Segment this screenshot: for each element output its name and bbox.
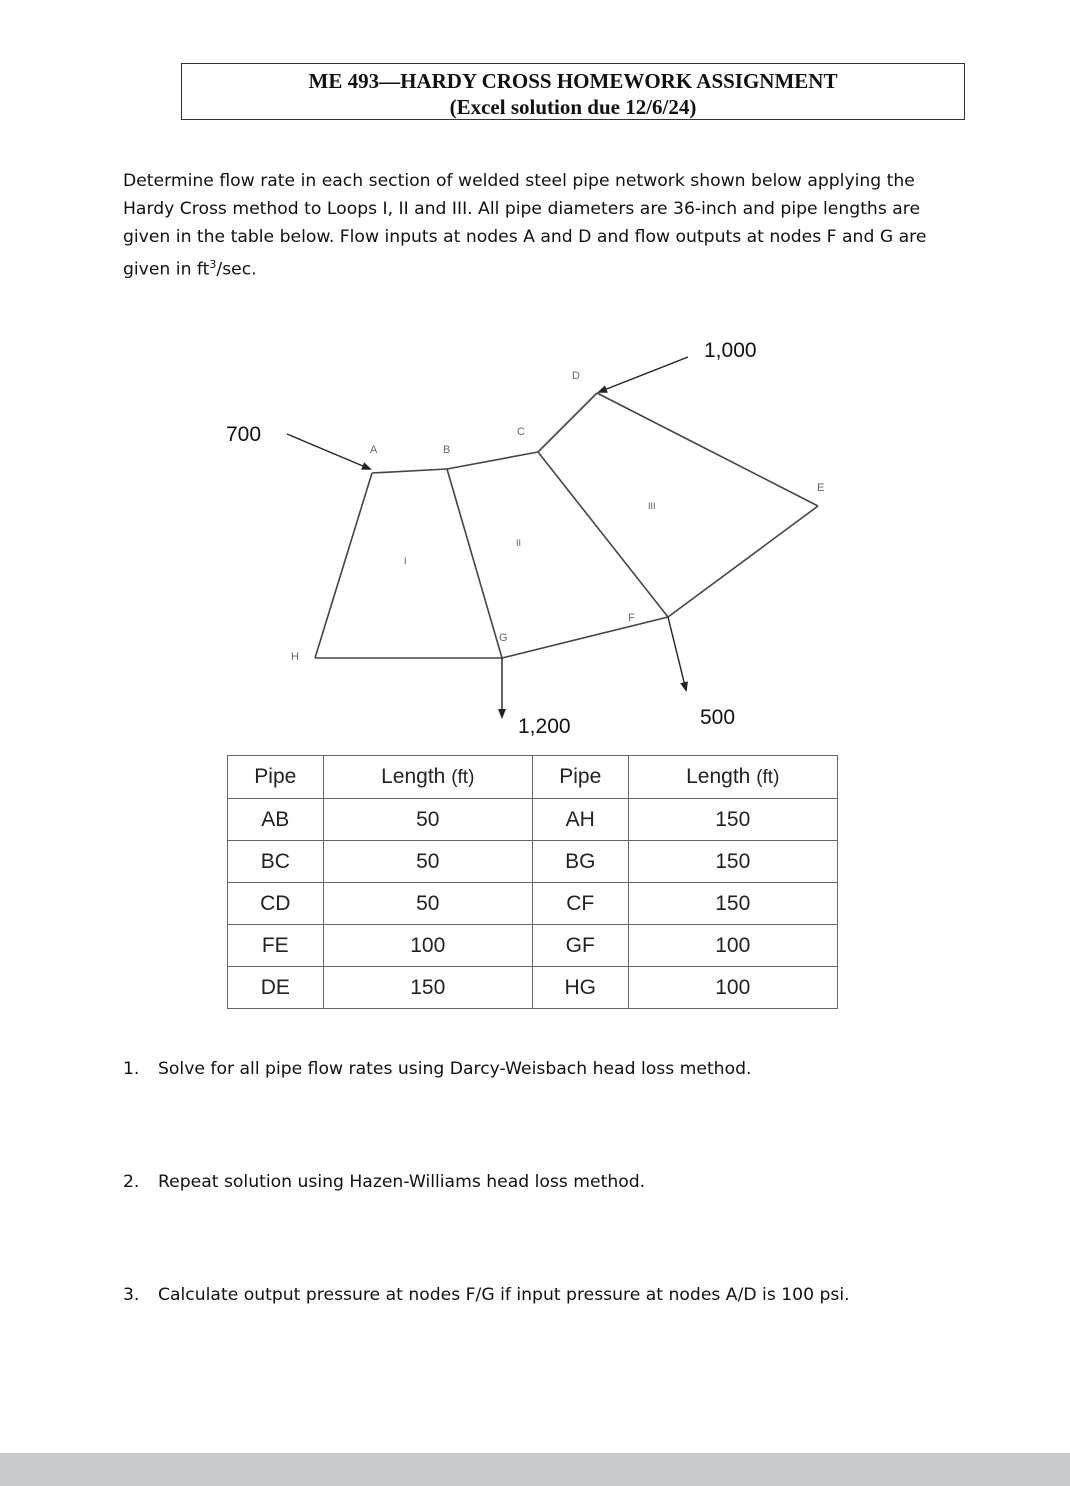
node-label-g: G bbox=[499, 632, 508, 644]
question-2 bbox=[123, 1172, 645, 1192]
header-length-1: Length (ft) bbox=[323, 756, 532, 799]
flow-output-g: 1,200 bbox=[518, 715, 571, 738]
table-header-row bbox=[228, 756, 838, 799]
outflow-arrow-f bbox=[668, 617, 686, 690]
question-number: 3. bbox=[123, 1285, 140, 1305]
node-label-a: A bbox=[370, 444, 378, 456]
question-number: 1. bbox=[123, 1059, 140, 1079]
pipe-id: FE bbox=[228, 925, 324, 967]
flow-input-a: 700 bbox=[226, 423, 262, 446]
pipe-length: 150 bbox=[323, 967, 532, 1009]
pipe-id: CD bbox=[228, 883, 324, 925]
pipe-length: 100 bbox=[323, 925, 532, 967]
node-label-h: H bbox=[291, 651, 299, 663]
pipe-id: DE bbox=[228, 967, 324, 1009]
pipe-id: HG bbox=[532, 967, 628, 1009]
table-row bbox=[228, 799, 838, 841]
title-box bbox=[181, 63, 965, 120]
flow-input-d: 1,000 bbox=[704, 339, 757, 362]
loop-label-i: I bbox=[404, 556, 407, 566]
node-label-c: C bbox=[517, 426, 525, 438]
assignment-due-date: (Excel solution due 12/6/24) bbox=[449, 95, 697, 119]
table-row bbox=[228, 883, 838, 925]
pipe-bc bbox=[447, 452, 538, 469]
pipe-cf bbox=[538, 452, 668, 617]
pipe-length: 100 bbox=[628, 967, 837, 1009]
header-length-2: Length (ft) bbox=[628, 756, 837, 799]
question-text: Solve for all pipe flow rates using Darcy-Weisbach head loss method. bbox=[158, 1059, 752, 1079]
pipe-fe bbox=[668, 506, 818, 617]
problem-text-end: /sec. bbox=[216, 259, 257, 280]
pipe-length: 50 bbox=[323, 883, 532, 925]
header-pipe-1: Pipe bbox=[228, 756, 324, 799]
table-row bbox=[228, 967, 838, 1009]
node-label-f: F bbox=[628, 612, 635, 624]
pipe-length: 50 bbox=[323, 799, 532, 841]
header-length-unit-2: (ft) bbox=[756, 767, 780, 788]
question-text: Calculate output pressure at nodes F/G if input pressure at nodes A/D is 100 psi. bbox=[158, 1285, 850, 1305]
node-label-b: B bbox=[443, 444, 451, 456]
pipe-id: GF bbox=[532, 925, 628, 967]
pipe-length: 150 bbox=[628, 841, 837, 883]
pipe-id: CF bbox=[532, 883, 628, 925]
inflow-arrow-d bbox=[599, 357, 688, 392]
question-3 bbox=[123, 1285, 850, 1305]
pipe-length: 50 bbox=[323, 841, 532, 883]
problem-statement bbox=[123, 167, 953, 284]
problem-text: Determine flow rate in each section of welded steel pipe network shown below applying the Hardy Cross method to Loops I, II and III. All pipe diameters are 36-inch and pipe lengths are given in the table below. Flow inputs at nodes A and D and flow outputs at nodes F and G are given in ft bbox=[123, 171, 927, 280]
loop-label-iii: III bbox=[648, 501, 656, 511]
pipe-cd bbox=[538, 393, 597, 452]
question-1 bbox=[123, 1059, 751, 1079]
footer-bar bbox=[0, 1453, 1070, 1486]
pipe-de bbox=[597, 393, 818, 506]
pipe-length: 100 bbox=[628, 925, 837, 967]
pipe-id: AH bbox=[532, 799, 628, 841]
node-label-d: D bbox=[572, 370, 580, 382]
pipe-length: 150 bbox=[628, 883, 837, 925]
pipe-length: 150 bbox=[628, 799, 837, 841]
question-number: 2. bbox=[123, 1172, 140, 1192]
flow-output-f: 500 bbox=[700, 706, 736, 729]
inflow-arrow-a bbox=[287, 434, 370, 469]
table-row bbox=[228, 925, 838, 967]
pipe-network-diagram bbox=[0, 300, 1070, 740]
table-row bbox=[228, 841, 838, 883]
superscript-3: 3 bbox=[209, 258, 217, 271]
pipe-ab bbox=[372, 469, 447, 473]
pipe-id: BC bbox=[228, 841, 324, 883]
pipe-bg bbox=[447, 469, 502, 658]
pipe-ah bbox=[315, 473, 372, 658]
assignment-title: ME 493—HARDY CROSS HOMEWORK ASSIGNMENT bbox=[308, 69, 838, 93]
pipe-id: AB bbox=[228, 799, 324, 841]
header-length-unit-1: (ft) bbox=[451, 767, 475, 788]
loop-label-ii: II bbox=[516, 538, 522, 548]
question-text: Repeat solution using Hazen-Williams head loss method. bbox=[158, 1172, 646, 1192]
pipe-id: BG bbox=[532, 841, 628, 883]
node-label-e: E bbox=[817, 482, 825, 494]
header-pipe-2: Pipe bbox=[532, 756, 628, 799]
pipe-length-table bbox=[227, 755, 838, 1009]
pipe-gf bbox=[502, 617, 668, 658]
